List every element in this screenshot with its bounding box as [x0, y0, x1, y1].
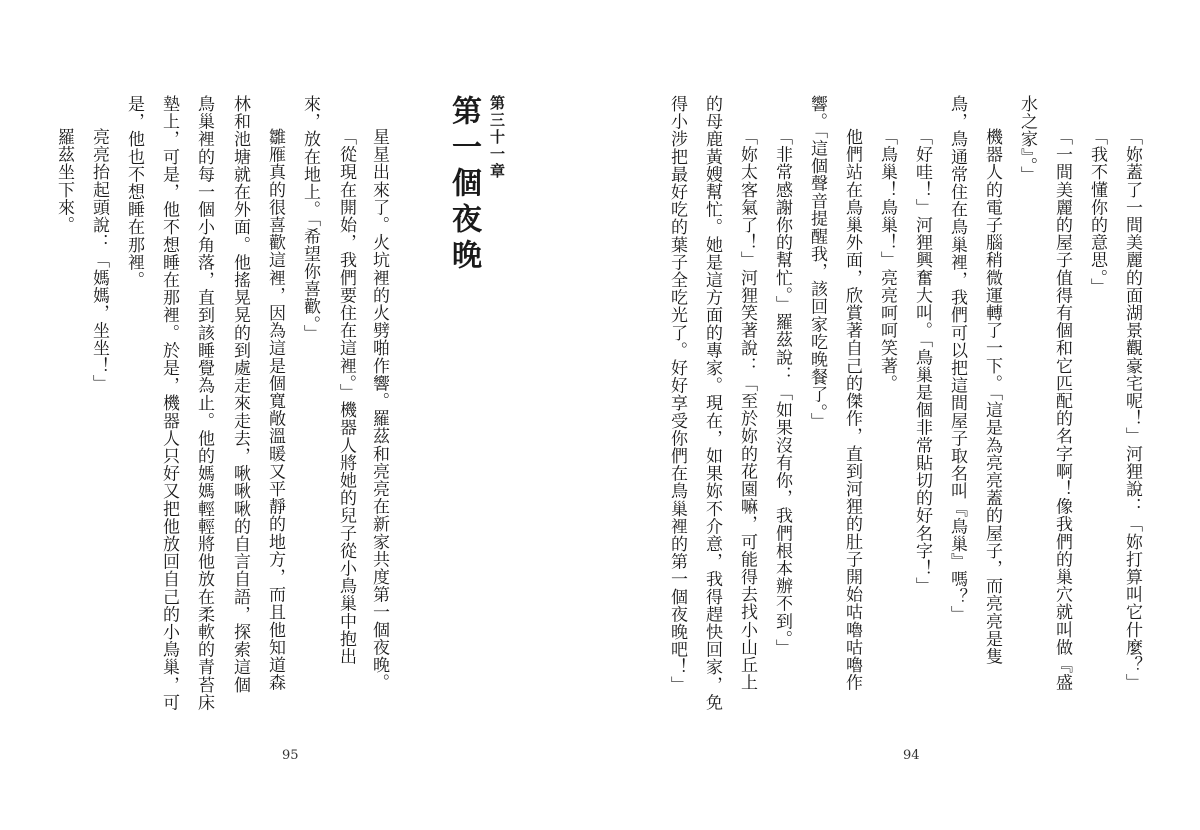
text-column: 亮亮抬起頭說：「媽媽，坐坐！」: [89, 128, 109, 392]
text-column: 是，他也不想睡在那裡。: [124, 95, 144, 289]
text-column: 「鳥巢！鳥巢！」亮亮呵呵笑著。: [877, 128, 897, 392]
page-number: 94: [903, 748, 920, 763]
text-column: 「好哇！」河狸興奮大叫。「鳥巢是個非常貼切的好名字！」: [912, 128, 932, 595]
text-column: 來，放在地上。「希望你喜歡。」: [300, 95, 320, 342]
right-page: [600, 0, 1200, 830]
text-column: 墊上，可是，他不想睡在那裡。於是，機器人只好又把他放回自己的小鳥巢，可: [159, 95, 179, 711]
text-column: 星星出來了。火坑裡的火劈啪作響。羅茲和亮亮在新家共度第一個夜晚。: [369, 128, 389, 692]
text-column: 的母鹿黃嫂幫忙。她是這方面的專家。現在，如果妳不介意，我得趕快回家，免: [702, 95, 722, 711]
text-column: 機器人的電子腦稍微運轉了一下。「這是為亮亮蓋的屋子，而亮亮是隻: [982, 128, 1002, 666]
text-column: 「我不懂你的意思。」: [1087, 128, 1107, 296]
chapter-label: 第三十一章: [488, 95, 506, 180]
text-column: 得小涉把最好吃的葉子全吃光了。好好享受你們在鳥巢裡的第一個夜晚吧！」: [667, 95, 687, 694]
text-column: 鳥，鳥通常住在鳥巢裡，我們可以把這間屋子取名叫『鳥巢』嗎？」: [947, 95, 967, 623]
text-column: 鳥巢裡的每一個小角落，直到該睡覺為止。他的媽媽輕輕將他放在柔軟的青苔床: [194, 95, 214, 711]
text-column: 「從現在開始，我們要住在這裡。」機器人將她的兒子從小鳥巢中抱出: [336, 128, 356, 666]
text-column: 水之家』。」: [1017, 95, 1037, 184]
page-number: 95: [282, 748, 299, 763]
text-column: 雛雁真的很喜歡這裡，因為這是個寬敞溫暖又平靜的地方，而且他知道森: [265, 128, 285, 692]
text-column: 「一間美麗的屋子值得有個和它匹配的名字啊！像我們的巢穴就叫做『盛: [1052, 128, 1072, 692]
text-column: 響。「這個聲音提醒我，該回家吃晚餐了。」: [807, 95, 827, 430]
text-column: 林和池塘就在外面。他搖晃晃的到處走來走去，啾啾啾的自言自語，探索這個: [230, 95, 250, 694]
text-column: 「妳蓋了一間美麗的面湖景觀豪宅呢！」河狸說：「妳打算叫它什麼？」: [1122, 128, 1142, 692]
text-column: 羅茲坐下來。: [54, 128, 74, 234]
text-column: 「妳太客氣了！」河狸笑著說：「至於妳的花園嘛，可能得去找小山丘上: [737, 128, 757, 692]
chapter-title: 第一個夜晚: [446, 95, 481, 275]
text-column: 「非常感謝你的幫忙。」羅茲說：「如果沒有你，我們根本辦不到。」: [772, 128, 792, 657]
text-column: 他們站在鳥巢外面，欣賞著自己的傑作，直到河狸的肚子開始咕嚕咕嚕作: [842, 128, 862, 692]
